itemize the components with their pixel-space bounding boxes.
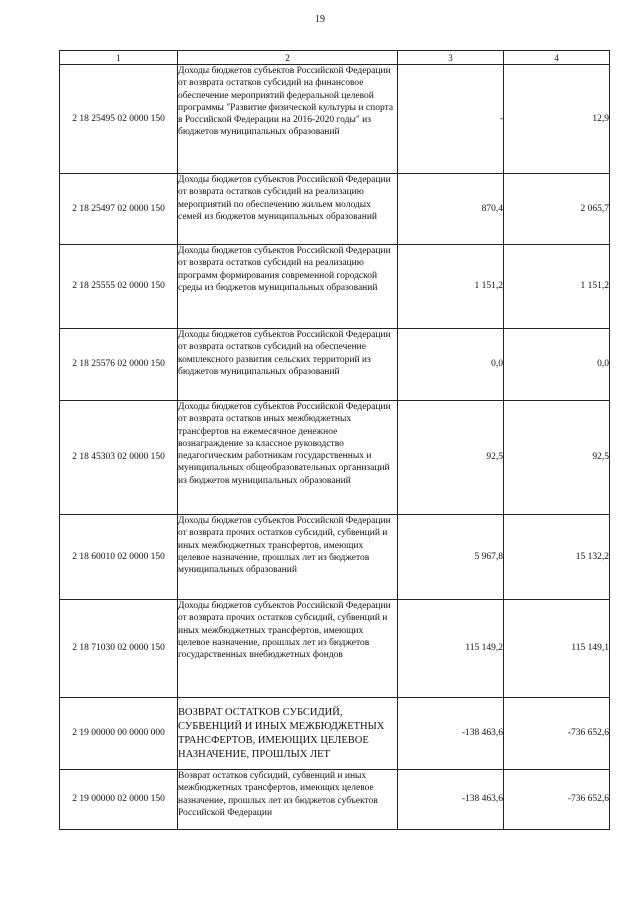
budget-table bbox=[59, 50, 610, 830]
table-row bbox=[60, 401, 610, 515]
row-description: Доходы бюджетов субъектов Российской Федерации от возврата прочих остатков субсидий, субвенций и иных межбюджетных трансфертов, имеющих целевое назначение, прошлых лет из бюджетов государственных внебюджетных фондов bbox=[178, 600, 398, 698]
row-code: 2 18 25555 02 0000 150 bbox=[60, 245, 178, 329]
table-row bbox=[60, 329, 610, 401]
row-code: 2 18 25497 02 0000 150 bbox=[60, 174, 178, 245]
header-col-3: 3 bbox=[398, 51, 504, 65]
header-col-2: 2 bbox=[178, 51, 398, 65]
row-code: 2 18 60010 02 0000 150 bbox=[60, 515, 178, 600]
row-description: Доходы бюджетов субъектов Российской Федерации от возврата прочих остатков субсидий, субвенций и иных межбюджетных трансфертов, имеющих целевое назначение, прошлых лет из бюджетов муниципальных образований bbox=[178, 515, 398, 600]
row-code: 2 18 25495 02 0000 150 bbox=[60, 65, 178, 174]
row-value-col4: 92,5 bbox=[504, 401, 610, 515]
table-body bbox=[60, 65, 610, 830]
row-value-col4: 1 151,2 bbox=[504, 245, 610, 329]
row-code: 2 18 25576 02 0000 150 bbox=[60, 329, 178, 401]
row-value-col3: -138 463,6 bbox=[398, 698, 504, 770]
row-code: 2 19 00000 02 0000 150 bbox=[60, 770, 178, 830]
header-row bbox=[60, 51, 610, 65]
row-value-col3: -138 463,6 bbox=[398, 770, 504, 830]
table-row bbox=[60, 245, 610, 329]
table-header bbox=[60, 51, 610, 65]
row-value-col4: 115 149,1 bbox=[504, 600, 610, 698]
table-row bbox=[60, 515, 610, 600]
row-description: Доходы бюджетов субъектов Российской Федерации от возврата остатков субсидий на обеспечение комплексного развития сельских территорий из бюджетов муниципальных образований bbox=[178, 329, 398, 401]
header-col-4: 4 bbox=[504, 51, 610, 65]
row-code: 2 18 45303 02 0000 150 bbox=[60, 401, 178, 515]
table-row bbox=[60, 174, 610, 245]
row-value-col4: -736 652,6 bbox=[504, 698, 610, 770]
header-col-1: 1 bbox=[60, 51, 178, 65]
row-value-col3: 5 967,8 bbox=[398, 515, 504, 600]
row-value-col3: 115 149,2 bbox=[398, 600, 504, 698]
row-value-col4: 15 132,2 bbox=[504, 515, 610, 600]
row-value-col3: - bbox=[398, 65, 504, 174]
row-value-col4: 12,9 bbox=[504, 65, 610, 174]
row-value-col4: -736 652,6 bbox=[504, 770, 610, 830]
table-row bbox=[60, 698, 610, 770]
row-value-col3: 92,5 bbox=[398, 401, 504, 515]
row-description: Доходы бюджетов субъектов Российской Федерации от возврата остатков иных межбюджетных трансфертов на ежемесячное денежное вознаграждение за классное руководство педагогическим работникам государственных и муниципальных общеобразовательных организаций из бюджетов муниципальных образований bbox=[178, 401, 398, 515]
table-row bbox=[60, 65, 610, 174]
row-value-col4: 2 065,7 bbox=[504, 174, 610, 245]
row-value-col4: 0,0 bbox=[504, 329, 610, 401]
table-row bbox=[60, 770, 610, 830]
row-description: Возврат остатков субсидий, субвенций и иных межбюджетных трансфертов, имеющих целевое назначение, прошлых лет из бюджетов субъектов Российской Федерации bbox=[178, 770, 398, 830]
table-row bbox=[60, 600, 610, 698]
row-value-col3: 1 151,2 bbox=[398, 245, 504, 329]
page-number: 19 bbox=[315, 14, 325, 25]
row-value-col3: 0,0 bbox=[398, 329, 504, 401]
row-description: Доходы бюджетов субъектов Российской Федерации от возврата остатков субсидий на финансовое обеспечение мероприятий федеральной целевой программы "Развитие физической культуры и спорта в Российской Федерации на 2016-2020 годы" из бюджетов муниципальных образований bbox=[178, 65, 398, 174]
row-value-col3: 870,4 bbox=[398, 174, 504, 245]
row-code: 2 18 71030 02 0000 150 bbox=[60, 600, 178, 698]
row-description: ВОЗВРАТ ОСТАТКОВ СУБСИДИЙ, СУБВЕНЦИЙ И ИНЫХ МЕЖБЮДЖЕТНЫХ ТРАНСФЕРТОВ, ИМЕЮЩИХ ЦЕЛЕВОЕ НАЗНАЧЕНИЕ, ПРОШЛЫХ ЛЕТ bbox=[178, 698, 398, 770]
row-code: 2 19 00000 00 0000 000 bbox=[60, 698, 178, 770]
row-description: Доходы бюджетов субъектов Российской Федерации от возврата остатков субсидий на реализацию программ формирования современной городской среды из бюджетов муниципальных образований bbox=[178, 245, 398, 329]
row-description: Доходы бюджетов субъектов Российской Федерации от возврата остатков субсидий на реализацию мероприятий по обеспечению жильем молодых семей из бюджетов муниципальных образований bbox=[178, 174, 398, 245]
